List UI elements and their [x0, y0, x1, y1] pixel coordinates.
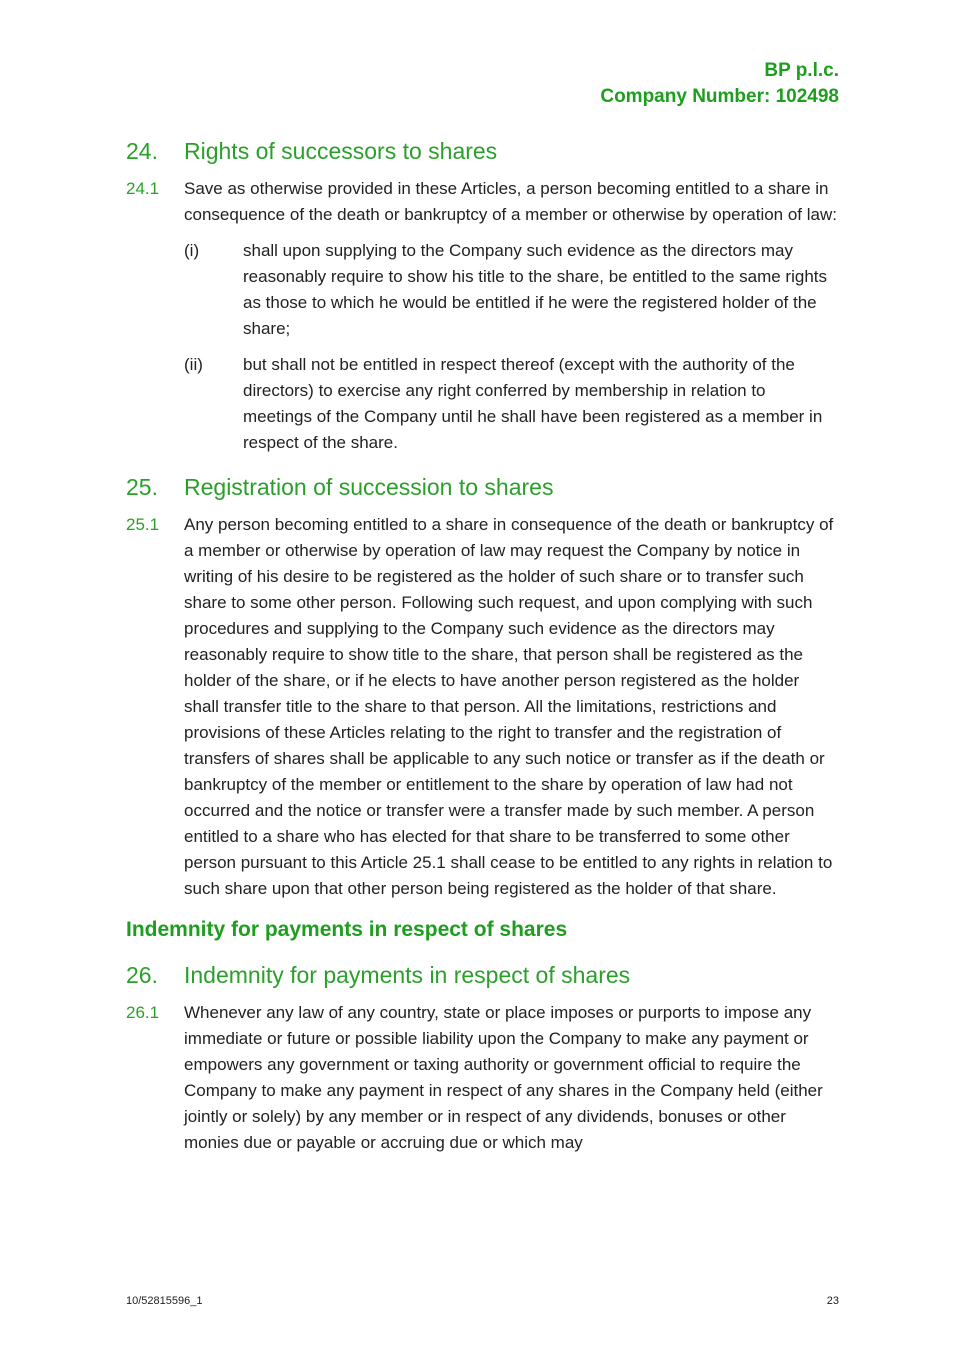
- article-title: Registration of succession to shares: [184, 474, 554, 500]
- clause-25-1: [126, 512, 838, 902]
- subclause-text: shall upon supplying to the Company such evidence as the directors may reasonably require to show his title to the share, be entitled to the same rights as those to which he would be entitled if he were the registered holder of the share;: [243, 241, 827, 338]
- page-header: [600, 58, 839, 110]
- clause-text: Whenever any law of any country, state or place imposes or purports to impose any immediate or future or possible liability upon the Company to make any payment or empowers any government or taxing authority or government official to require the Company to make any payment in respect of any shares in the Company held (either jointly or solely) by any member or in respect of any dividends, bonuses or other monies due or payable or accruing due or which may: [184, 1003, 823, 1152]
- subclause-text: but shall not be entitled in respect thereof (except with the authority of the directors) to exercise any right conferred by membership in relation to meetings of the Company until he shall have been registered as a member in respect of the share.: [243, 355, 823, 452]
- clause-26-1: [126, 1000, 838, 1156]
- subclause-label: (ii): [184, 355, 203, 374]
- article-title: Rights of successors to shares: [184, 138, 498, 164]
- subclause-label: (i): [184, 241, 200, 260]
- subclause-i: [184, 238, 838, 342]
- article-number: 26.: [126, 962, 158, 988]
- clause-24-1: [126, 176, 838, 228]
- clause-text: Any person becoming entitled to a share in consequence of the death or bankruptcy of a member or otherwise by operation of law may request the Company by notice in writing of his desire to be registered as the holder of such share or to transfer such share to some other person. Following such request, and upon complying with such procedures and supplying to the Company such evidence as the directors may reasonably require to show title to the share, that person shall be registered as the holder of the share, or if he elects to have another person registered as the holder shall transfer title to the share to that person. All the limitations, restrictions and provisions of these Articles relating to the right to transfer and the registration of transfers of shares shall be applicable to any such notice or transfer as if the death or bankruptcy of the member or entitlement to the share by operation of law had not occurred and the notice or transfer were a transfer made by such member. A person entitled to a share who has elected for that share to be transferred to some other person pursuant to this Article 25.1 shall cease to be entitled to any rights in relation to such share upon that other person being registered as the holder of that share.: [184, 515, 834, 898]
- page-number: 23: [826, 1295, 839, 1307]
- company-number: Company Number: 102498: [600, 86, 839, 107]
- article-number: 24.: [126, 138, 158, 164]
- clause-number: 25.1: [126, 515, 160, 534]
- article-title: Indemnity for payments in respect of shares: [184, 962, 631, 988]
- article-24-heading: [126, 136, 838, 166]
- group-heading: Indemnity for payments in respect of shares: [126, 918, 568, 941]
- article-number: 25.: [126, 474, 158, 500]
- page-footer: [126, 1295, 839, 1307]
- clause-number: 26.1: [126, 1003, 160, 1022]
- document-reference: 10/52815596_1: [126, 1295, 203, 1307]
- article-25-heading: [126, 472, 838, 502]
- company-name: BP p.l.c.: [764, 60, 839, 81]
- subclause-ii: [184, 352, 838, 456]
- clause-number: 24.1: [126, 179, 160, 198]
- article-26-heading: [126, 960, 838, 990]
- clause-text: Save as otherwise provided in these Articles, a person becoming entitled to a share in consequence of the death or bankruptcy of a member or otherwise by operation of law:: [184, 179, 837, 224]
- document-body: [126, 136, 838, 1166]
